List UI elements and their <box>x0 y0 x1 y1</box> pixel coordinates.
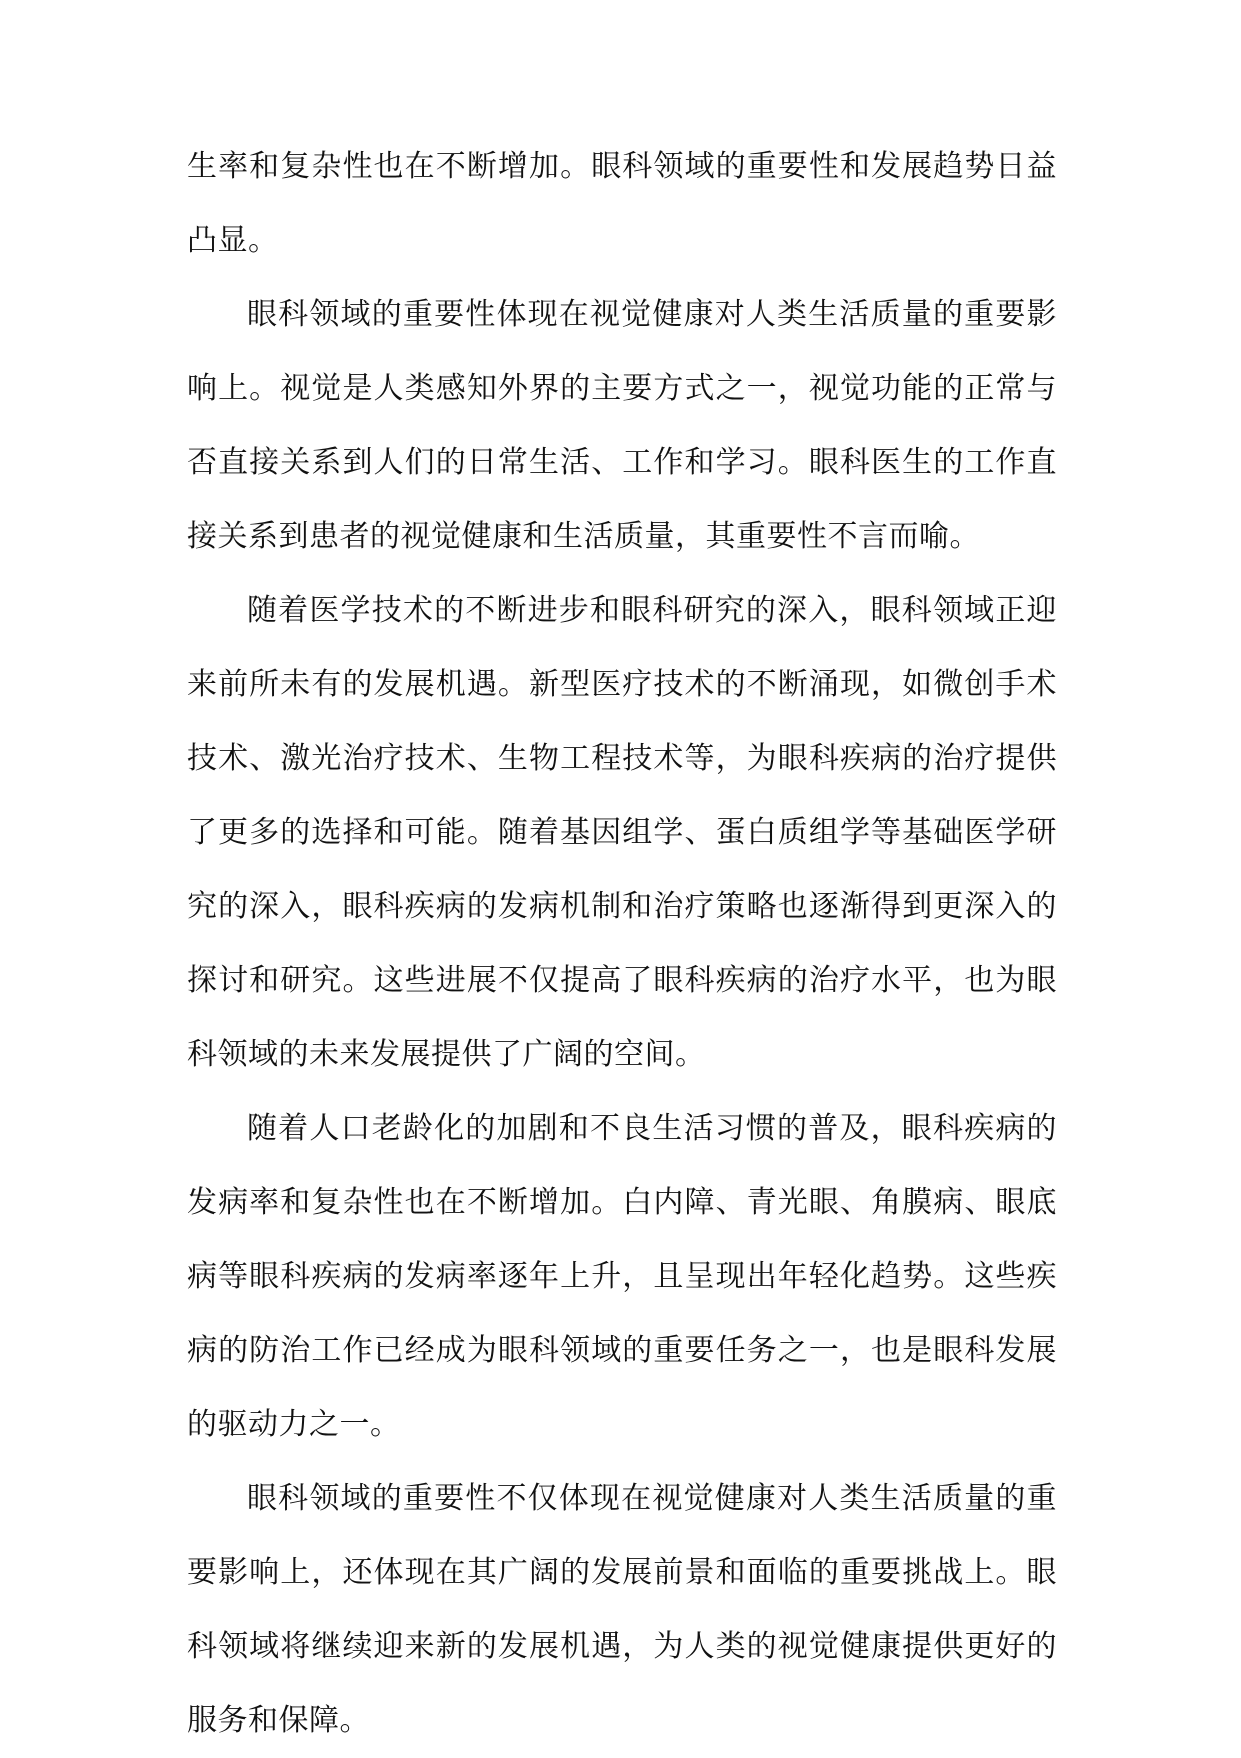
paragraph: 生率和复杂性也在不断增加。眼科领域的重要性和发展趋势日益凸显。 <box>187 149 1057 258</box>
document-body <box>187 130 1057 1758</box>
paragraph: 眼科领域的重要性不仅体现在视觉健康对人类生活质量的重要影响上，还体现在其广阔的发展前景和面临的重要挑战上。眼科领域将继续迎来新的发展机遇，为人类的视觉健康提供更好的服务和保障。 <box>187 1481 1057 1738</box>
paragraph: 眼科领域的重要性体现在视觉健康对人类生活质量的重要影响上。视觉是人类感知外界的主要方式之一，视觉功能的正常与否直接关系到人们的日常生活、工作和学习。眼科医生的工作直接关系到患者的视觉健康和生活质量，其重要性不言而喻。 <box>187 297 1057 554</box>
paragraph: 随着医学技术的不断进步和眼科研究的深入，眼科领域正迎来前所未有的发展机遇。新型医疗技术的不断涌现，如微创手术技术、激光治疗技术、生物工程技术等，为眼科疾病的治疗提供了更多的选择和可能。随着基因组学、蛋白质组学等基础医学研究的深入，眼科疾病的发病机制和治疗策略也逐渐得到更深入的探讨和研究。这些进展不仅提高了眼科疾病的治疗水平，也为眼科领域的未来发展提供了广阔的空间。 <box>187 593 1057 1072</box>
paragraph: 随着人口老龄化的加剧和不良生活习惯的普及，眼科疾病的发病率和复杂性也在不断增加。白内障、青光眼、角膜病、眼底病等眼科疾病的发病率逐年上升，且呈现出年轻化趋势。这些疾病的防治工作已经成为眼科领域的重要任务之一，也是眼科发展的驱动力之一。 <box>187 1111 1057 1442</box>
